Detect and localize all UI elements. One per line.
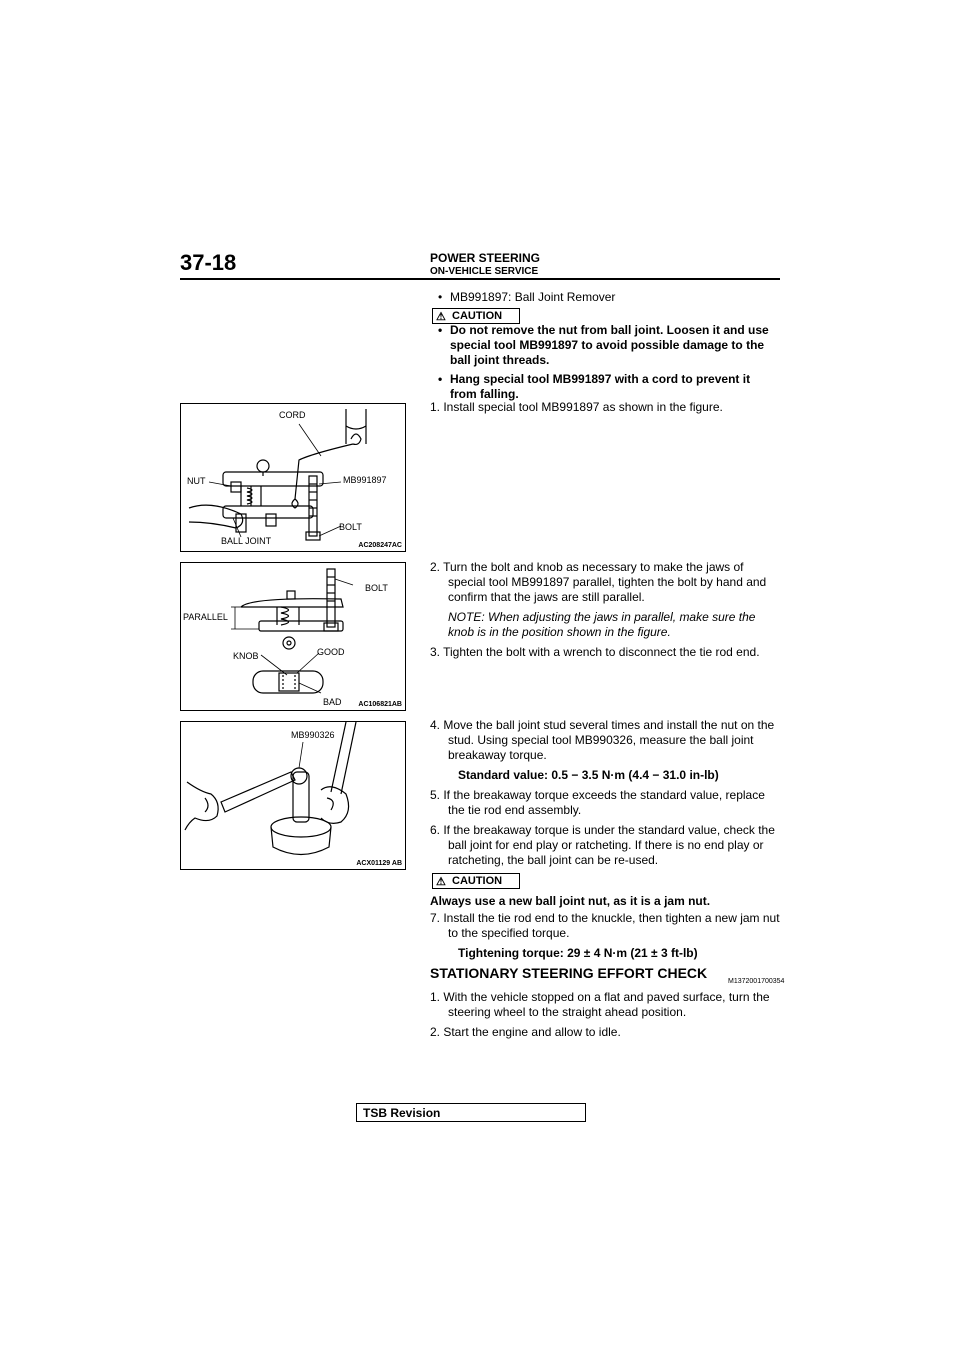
chapter-subtitle: ON-VEHICLE SERVICE [430, 266, 539, 277]
warning-triangle-icon: ⚠ [436, 876, 446, 888]
figure-3-drawing [181, 722, 405, 869]
step-4-spec: Standard value: 0.5 − 3.5 N·m (4.4 − 31.0 in-lb) [458, 768, 719, 782]
step-7-spec: Tightening torque: 29 ± 4 N·m (21 ± 3 ft-lb) [458, 946, 698, 960]
fig1-label-ball-joint: BALL JOINT [221, 536, 272, 546]
section-step-1: 1. With the vehicle stopped on a flat and paved surface, turn the steering wheel to the straight ahead position. [430, 990, 770, 1019]
fig3-code: ACX01129 AB [356, 860, 402, 867]
section-steps [430, 990, 780, 1045]
step-2-note: NOTE: When adjusting the jaws in parallel, make sure the knob is in the position shown in the figure. [448, 610, 756, 639]
fig3-label-tool: MB990326 [291, 730, 335, 740]
step-7-text: 7. Install the tie rod end to the knuckle, then tighten a new jam nut to the specified torque. [430, 911, 780, 940]
figure-2 [180, 562, 406, 711]
caution-1-bullets [430, 323, 780, 402]
intro-block [430, 290, 780, 305]
step-3-text: 3. Tighten the bolt with a wrench to disconnect the tie rod end. [430, 645, 760, 659]
steps-2-3 [430, 560, 780, 665]
figure-1 [180, 403, 406, 552]
fig2-label-good: GOOD [317, 647, 345, 657]
step-5-text: 5. If the breakaway torque exceeds the standard value, replace the tie rod end assembly. [430, 788, 765, 817]
section-step-2: 2. Start the engine and allow to idle. [430, 1025, 621, 1039]
steps-4-7 [430, 718, 780, 966]
caution-1-bullet-1: • Do not remove the nut from ball joint. Loosen it and use special tool MB991897 to avoid possible damage to the ball joint threads. [430, 323, 780, 368]
caution-2-text: Always use a new ball joint nut, as it is a jam nut. [430, 894, 711, 908]
fig1-code: AC208247AC [358, 542, 402, 549]
fig1-label-cord: CORD [279, 410, 306, 420]
fig1-label-tool: MB991897 [343, 475, 387, 485]
fig2-label-bad: BAD [323, 697, 342, 707]
fig2-label-parallel: PARALLEL [183, 612, 228, 622]
caution-box-2 [432, 873, 780, 893]
figure-3 [180, 721, 406, 870]
page-number: 37-18 [180, 250, 237, 275]
step-1 [430, 400, 780, 420]
fig2-label-bolt: BOLT [365, 583, 388, 593]
section-title: STATIONARY STEERING EFFORT CHECK [430, 965, 708, 981]
caution-label: CAUTION [452, 310, 503, 322]
section-code: M1372001700354 [728, 978, 785, 985]
fig1-label-bolt: BOLT [339, 522, 362, 532]
fig2-label-knob: KNOB [233, 651, 259, 661]
step-4-text: 4. Move the ball joint stud several times and install the nut on the stud. Using special tool MB990326, measure the ball joint breakaway torque. [430, 718, 775, 762]
chapter-title: POWER STEERING [430, 251, 541, 265]
step-2-text: 2. Turn the bolt and knob as necessary to make the jaws of special tool MB991897 parallel, tighten the bolt by hand and confirm that the jaws are still parallel. [430, 560, 767, 604]
caution-1-bullet-2: • Hang special tool MB991897 with a cord to prevent it from falling. [430, 372, 780, 402]
caution-label: CAUTION [452, 875, 503, 887]
tsb-revision-box: TSB Revision [356, 1103, 586, 1122]
step-6-text: 6. If the breakaway torque is under the standard value, check the ball joint for end play or ratcheting. If there is no end play or ratcheting, the ball joint can be re-used. [430, 823, 775, 867]
fig2-code: AC106821AB [358, 701, 402, 708]
header-rule [180, 278, 780, 280]
warning-triangle-icon: ⚠ [436, 311, 446, 323]
fig1-label-nut: NUT [187, 476, 206, 486]
step-1-text: 1. Install special tool MB991897 as shown in the figure. [430, 400, 723, 414]
intro-bullet: • MB991897: Ball Joint Remover [430, 290, 780, 305]
